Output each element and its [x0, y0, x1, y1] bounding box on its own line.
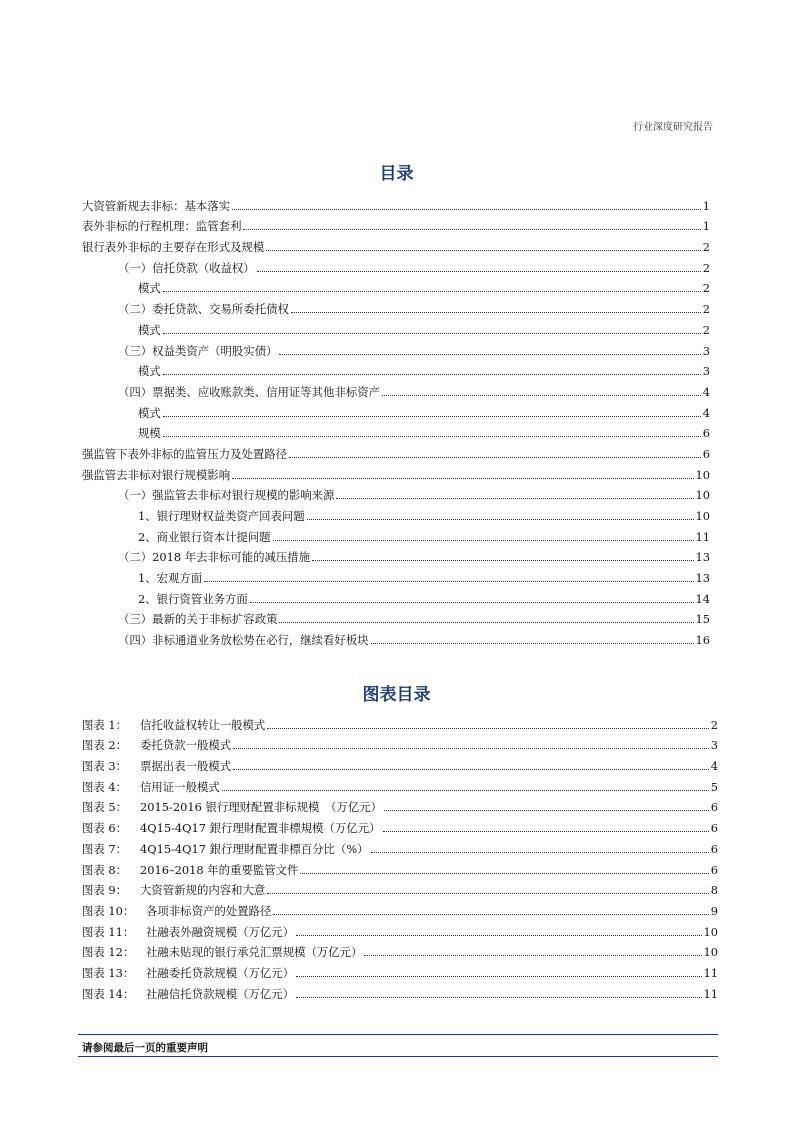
figure-number: 图表 7：	[82, 841, 128, 856]
toc-entry-label: （四）票据类、应收账款类、信用证等其他非标资产	[118, 384, 380, 399]
toc-entry-page: 4	[702, 405, 710, 420]
figure-title: 2016–2018 年的重要監管文件	[140, 862, 299, 877]
toc-entry[interactable]	[82, 213, 710, 234]
figure-title: 票据出表一般模式	[140, 759, 232, 774]
toc-entry-label: 2、银行资管业务方面	[138, 591, 248, 606]
dot-leader	[364, 955, 701, 956]
dot-leader	[163, 333, 701, 334]
dot-leader	[291, 312, 701, 313]
figure-number: 图表 2：	[82, 738, 128, 753]
figure-title: 信托收益权转让一般模式	[140, 717, 266, 732]
toc-entry-page: 10	[695, 509, 710, 523]
toc-entry-label: （二）2018 年去非标可能的减压措施	[118, 550, 311, 565]
toc-entry-label: 模式	[138, 322, 161, 337]
toc-entry[interactable]	[82, 420, 710, 441]
toc-entry-page: 1	[702, 219, 710, 234]
figure-page: 3	[710, 738, 718, 753]
toc-entry[interactable]	[82, 295, 710, 316]
dot-leader	[307, 519, 694, 520]
figure-number: 图表 13：	[82, 965, 135, 980]
toc-entry[interactable]	[82, 461, 710, 482]
toc-entry-page: 2	[702, 260, 710, 275]
toc-entry-page: 13	[695, 571, 710, 586]
footer-divider	[78, 1034, 718, 1035]
toc-entry[interactable]	[82, 440, 710, 461]
figure-page: 10	[703, 924, 718, 939]
figure-title: 大资管新规的内容和大意	[140, 883, 266, 898]
figures-list	[82, 711, 718, 1001]
toc-entry-page: 10	[695, 467, 710, 482]
figure-title: 社融未贴现的银行承兑汇票规模（万亿元）	[146, 945, 363, 960]
figure-title: 社融委托贷款规模（万亿元）	[146, 965, 295, 980]
dot-leader	[279, 354, 700, 355]
figure-entry[interactable]	[82, 959, 718, 980]
toc-entry-page: 6	[702, 426, 710, 441]
report-type-label: 行业深度研究报告	[633, 122, 713, 133]
figure-entry[interactable]	[82, 980, 718, 1001]
toc-entry-label: 1、宏观方面	[138, 571, 203, 586]
dot-leader	[204, 581, 693, 582]
figure-title: 社融信托贷款规模（万亿元）	[146, 986, 295, 1001]
figure-number: 图表 5：	[82, 800, 128, 815]
toc-entry-label: 规模	[138, 426, 161, 441]
toc-entry-page: 3	[702, 343, 710, 358]
toc-title: 目录	[379, 164, 414, 184]
figure-title: 各项非标资产的处置路径	[146, 903, 272, 918]
toc-entry-page: 11	[695, 529, 710, 544]
dot-leader	[222, 790, 709, 791]
figure-number: 图表 14：	[82, 986, 135, 1001]
toc-entry[interactable]	[82, 606, 710, 627]
toc-entry-page: 6	[702, 446, 710, 461]
figure-page: 10	[703, 945, 718, 960]
figure-number: 图表 4：	[82, 779, 128, 794]
figure-entry[interactable]	[82, 877, 718, 898]
dot-leader	[371, 852, 709, 853]
dot-leader	[296, 976, 701, 977]
dot-leader	[267, 893, 708, 894]
footer-divider-bottom	[78, 1056, 718, 1057]
figure-page: 6	[710, 862, 718, 877]
dot-leader	[267, 728, 708, 729]
dot-leader	[232, 478, 693, 479]
toc-entry-label: （三）最新的关于非标扩容政策	[118, 612, 278, 627]
figure-entry[interactable]	[82, 856, 718, 877]
toc-entry[interactable]	[82, 544, 710, 565]
toc-entry-page: 2	[702, 281, 710, 296]
dot-leader	[384, 810, 709, 811]
toc-entry-label: 表外非标的行程机理：监管套利	[82, 219, 242, 234]
figure-page: 8	[710, 883, 718, 898]
figure-page: 11	[703, 965, 718, 980]
dot-leader	[266, 250, 700, 251]
figure-page: 4	[710, 759, 718, 774]
toc-entry-label: （三）权益类资产（明股实债）	[118, 343, 278, 358]
figure-title: 社融表外融资规模（万亿元）	[146, 924, 295, 939]
toc-entry[interactable]	[82, 233, 710, 254]
toc-entry-page: 2	[702, 302, 710, 317]
figure-entry[interactable]	[82, 794, 718, 815]
toc-entry-label: 模式	[138, 405, 161, 420]
toc-entry-page: 10	[695, 488, 710, 503]
dot-leader	[273, 540, 694, 541]
toc-entry-label: 强监管下表外非标的监管压力及处置路径	[82, 446, 288, 461]
toc-entry[interactable]	[82, 564, 710, 585]
dot-leader	[279, 622, 693, 623]
figure-title: 4Q15-4Q17 銀行理財配置非標規模（万亿元）	[140, 821, 381, 836]
toc-entry-page: 2	[702, 322, 710, 337]
dot-leader	[336, 498, 693, 499]
figure-entry[interactable]	[82, 897, 718, 918]
figure-number: 图表 12：	[82, 945, 135, 960]
figure-number: 图表 8：	[82, 862, 128, 877]
dot-leader	[312, 560, 693, 561]
dot-leader	[163, 436, 701, 437]
dot-leader	[257, 271, 701, 272]
toc-entry-page: 13	[695, 550, 710, 565]
toc-entry[interactable]	[82, 523, 710, 544]
dot-leader	[243, 229, 700, 230]
toc-entry[interactable]	[82, 502, 710, 523]
toc-entry[interactable]	[82, 316, 710, 337]
toc-entry-label: （一）信托贷款（收益权）	[118, 260, 255, 275]
figure-page: 11	[703, 986, 718, 1001]
figure-entry[interactable]	[82, 752, 718, 773]
figure-title: 4Q15-4Q17 銀行理財配置非標百分比（%）	[140, 841, 369, 856]
toc-entry-label: 2、商业银行资本计提问题	[138, 529, 271, 544]
toc-entry[interactable]	[82, 585, 710, 606]
toc-entry-page: 15	[695, 612, 710, 627]
toc-entry-label: 强监管去非标对银行规模影响	[82, 467, 231, 482]
toc-entry[interactable]	[82, 378, 710, 399]
toc-entry[interactable]	[82, 399, 710, 420]
figure-title: 委托贷款一般模式	[140, 738, 232, 753]
dot-leader	[289, 457, 701, 458]
figure-title: 2015-2016 银行理财配置非标规模 （万亿元）	[140, 800, 382, 815]
toc-entry-page: 4	[702, 384, 710, 399]
toc-entry-label: （一）强监管去非标对银行规模的影响来源	[118, 488, 335, 503]
toc-entry[interactable]	[82, 482, 710, 503]
toc-entry-label: 1、银行理财权益类资产回表问题	[138, 509, 305, 523]
dot-leader	[233, 748, 709, 749]
toc-list	[82, 192, 710, 647]
dot-leader	[163, 374, 701, 375]
figure-entry[interactable]	[82, 814, 718, 835]
figure-page: 2	[710, 717, 718, 732]
figure-number: 图表 9：	[82, 883, 128, 898]
dot-leader	[296, 997, 701, 998]
toc-entry-label: （二）委托贷款、交易所委托债权	[118, 302, 289, 317]
figure-number: 图表 1：	[82, 717, 128, 732]
dot-leader	[250, 602, 694, 603]
toc-entry-page: 3	[702, 364, 710, 379]
figure-entry[interactable]	[82, 732, 718, 753]
figure-number: 图表 10：	[82, 903, 135, 918]
figure-entry[interactable]	[82, 835, 718, 856]
toc-entry[interactable]	[82, 275, 710, 296]
dot-leader	[163, 291, 701, 292]
dot-leader	[273, 914, 708, 915]
toc-entry[interactable]	[82, 254, 710, 275]
toc-entry-label: 大资管新规去非标：基本落实	[82, 198, 231, 213]
figure-entry[interactable]	[82, 939, 718, 960]
toc-entry-page: 14	[695, 591, 710, 606]
figure-page: 5	[710, 779, 718, 794]
figure-entry[interactable]	[82, 918, 718, 939]
toc-entry-page: 1	[702, 198, 710, 213]
figure-page: 6	[710, 800, 718, 815]
toc-entry-page: 16	[695, 633, 710, 648]
figure-entry[interactable]	[82, 773, 718, 794]
figures-title: 图表目录	[362, 685, 431, 705]
figure-page: 6	[710, 821, 718, 836]
dot-leader	[232, 209, 701, 210]
dot-leader	[296, 935, 701, 936]
toc-entry-label: 模式	[138, 281, 161, 296]
toc-entry-label: 模式	[138, 364, 161, 379]
toc-entry-page: 2	[702, 240, 710, 255]
dot-leader	[300, 873, 708, 874]
dot-leader	[383, 831, 709, 832]
figure-page: 6	[710, 841, 718, 856]
figure-entry[interactable]	[82, 711, 718, 732]
dot-leader	[382, 395, 701, 396]
toc-entry-label: 银行表外非标的主要存在形式及规模	[82, 240, 265, 255]
figure-page: 9	[710, 903, 718, 918]
dot-leader	[233, 769, 709, 770]
figure-number: 图表 6：	[82, 821, 128, 836]
figure-number: 图表 11：	[82, 924, 135, 939]
figure-number: 图表 3：	[82, 759, 128, 774]
toc-entry[interactable]	[82, 337, 710, 358]
dot-leader	[163, 416, 701, 417]
toc-entry[interactable]	[82, 192, 710, 213]
figure-title: 信用证一般模式	[140, 779, 220, 794]
toc-entry[interactable]	[82, 626, 710, 647]
dot-leader	[371, 643, 694, 644]
toc-entry[interactable]	[82, 358, 710, 379]
toc-entry-label: （四）非标通道业务放松势在必行，继续看好板块	[118, 633, 369, 648]
disclaimer-note: 请参阅最后一页的重要声明	[82, 1042, 208, 1054]
